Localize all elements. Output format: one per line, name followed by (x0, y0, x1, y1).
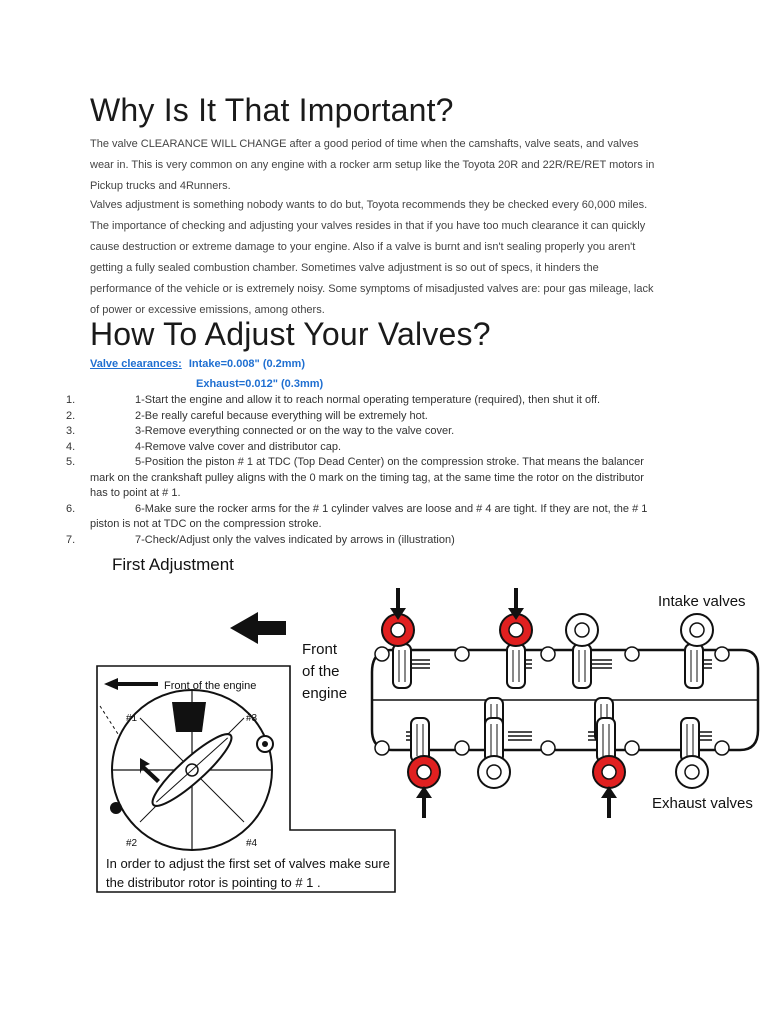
text-line: Pickup trucks and 4Runners. (90, 180, 231, 192)
list-number: 2. (66, 409, 76, 422)
arrow-up-icon (601, 786, 617, 818)
paragraph-importance (90, 195, 680, 321)
list-item (0, 440, 690, 456)
text-line: cause destruction or extreme damage to your engine. Also if a valve is burnt and isn't sealing properly you aren't (90, 241, 636, 253)
step-text: piston is not at TDC on the compression stroke. (90, 518, 322, 530)
list-number: 6. (66, 502, 76, 515)
text-line: performance of the vehicle or is extremely noisy. Some symptoms of misadjusted valves are: pour gas mileage, lack (90, 283, 654, 295)
front-label-line: engine (302, 685, 348, 702)
list-number: 5. (66, 456, 76, 468)
arrow-up-icon (416, 786, 432, 818)
figure-svg (0, 548, 768, 908)
front-label-line: of the (302, 663, 340, 680)
section-title-how: How To Adjust Your Valves? (90, 316, 491, 352)
step-text: 7-Check/Adjust only the valves indicated by arrows in (illustration) (135, 533, 455, 546)
steps-list (0, 393, 690, 548)
distributor-diagram (97, 666, 395, 892)
cylinder-head-illustration (372, 588, 758, 818)
text-line: getting a fully sealed combustion chamber. Sometimes valve adjustment is so out of specs, it hinders the (90, 262, 599, 274)
paragraph-clearance (90, 134, 680, 197)
front-arrow-icon (230, 612, 286, 644)
cylinder-label-2: #2 (126, 838, 138, 849)
list-number: 3. (66, 425, 76, 437)
exhaust-valves-label: Exhaust valves (652, 795, 753, 812)
step-text: 1-Start the engine and allow it to reach normal operating temperature (required), then shut it off. (135, 394, 601, 406)
cylinder-label-4: #4 (246, 838, 258, 849)
step-text: has to point at # 1. (90, 487, 181, 499)
text-line: The valve CLEARANCE WILL CHANGE after a good period of time when the camshafts, valve seats, and valves (90, 138, 639, 150)
list-item (0, 409, 690, 425)
text-line: wear in. This is very common on any engine with a rocker arm setup like the Toyota 20R and 22R/RE/RET motors in (90, 159, 655, 171)
list-item (0, 424, 690, 440)
list-item (0, 393, 690, 409)
cylinder-label-3: #3 (246, 713, 258, 724)
list-item (0, 502, 690, 533)
list-number: 1. (66, 394, 76, 406)
list-number: 4. (66, 440, 76, 453)
text-line: of power or excessive emissions, among others. (90, 304, 325, 316)
cap-clip-icon (172, 702, 206, 732)
valve-clearances-intake (90, 358, 305, 370)
distributor-caption-line: In order to adjust the first set of valves make sure (106, 856, 390, 871)
distributor-caption-line: the distributor rotor is pointing to # 1 . (106, 875, 321, 890)
step-text: 6-Make sure the rocker arms for the # 1 cylinder valves are loose and # 4 are tight. If they are not, the # 1 (135, 502, 648, 515)
step-text: 3-Remove everything connected or on the way to the valve cover. (135, 425, 455, 437)
cylinder-label-1: #1 (126, 713, 138, 724)
list-item (0, 455, 690, 502)
list-item (0, 533, 690, 549)
section-title-why: Why Is It That Important? (90, 92, 454, 128)
front-label-line: Front (302, 641, 338, 658)
step-text: mark on the crankshaft pulley aligns with the 0 mark on the timing tag, at the same time the rotor on the distributor (90, 471, 644, 484)
first-adjustment-figure (0, 548, 768, 908)
intake-clearance: Intake=0.008" (0.2mm) (188, 358, 306, 370)
distributor-front-label: Front of the engine (164, 680, 257, 692)
list-number: 7. (66, 533, 76, 546)
figure-title: First Adjustment (112, 555, 234, 574)
step-text: 4-Remove valve cover and distributor cap. (135, 440, 342, 453)
exhaust-clearance: Exhaust=0.012" (0.3mm) (196, 378, 324, 390)
text-line: Valves adjustment is something nobody wants to do but, Toyota recommends they be checked every 60,000 miles. (90, 199, 648, 211)
intake-valves-label: Intake valves (658, 593, 746, 610)
text-line: The importance of checking and adjusting your valves resides in that if you have too much clearance it can quickly (90, 220, 646, 232)
valve-clearances-label[interactable]: Valve clearances: (90, 358, 182, 370)
step-text: 5-Position the piston # 1 at TDC (Top Dead Center) on the compression stroke. That means the balancer (135, 456, 644, 468)
step-text: 2-Be really careful because everything will be extremely hot. (135, 409, 428, 422)
